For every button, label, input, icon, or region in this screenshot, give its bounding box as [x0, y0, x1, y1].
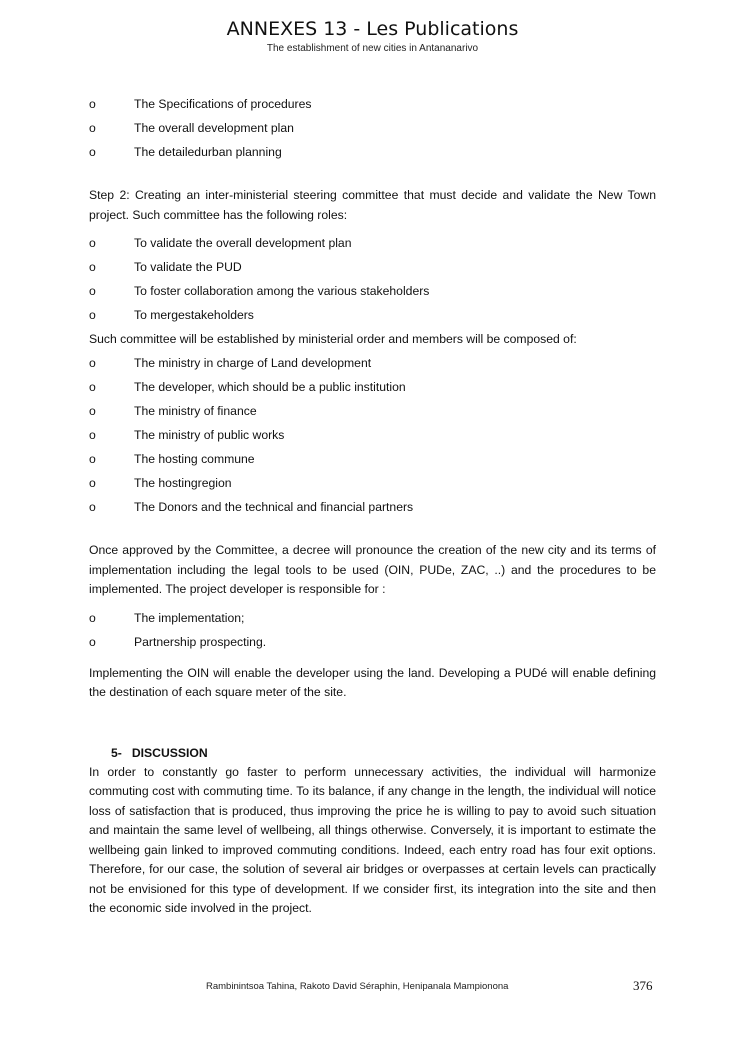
list-item: [89, 351, 656, 375]
list-item: [89, 92, 656, 116]
bullet-marker: o: [89, 404, 96, 418]
document-body: [89, 92, 656, 919]
list-item-text: The Specifications of procedures: [134, 97, 312, 111]
list-item-text: To validate the overall development plan: [134, 236, 352, 250]
members-list: [89, 351, 656, 519]
roles-list: [89, 231, 656, 327]
bullet-marker: o: [89, 476, 96, 490]
page-header-title: ANNEXES 13 - Les Publications: [226, 18, 519, 40]
responsibilities-list: [89, 606, 656, 654]
list-item: [89, 447, 656, 471]
list-item: [89, 255, 656, 279]
approval-paragraph: Once approved by the Committee, a decree will pronounce the creation of the new city and its terms of implementation including the legal tools to be used (OIN, PUDe, ZAC, ..) and the procedures to be implemented. The project developer is responsible for :: [89, 543, 656, 596]
list-item-text: The developer, which should be a public institution: [134, 380, 406, 394]
list-item-text: The implementation;: [134, 610, 245, 625]
list-item-text: The Donors and the technical and financial partners: [134, 500, 414, 514]
bullet-marker: o: [89, 634, 96, 649]
page-number: 376: [633, 978, 653, 993]
bullet-marker: o: [89, 356, 96, 370]
committee-intro: Such committee will be established by ministerial order and members will be composed of:: [89, 332, 577, 346]
list-item: [89, 423, 656, 447]
list-item-text: The detailedurban planning: [134, 145, 282, 159]
list-item-text: To validate the PUD: [134, 260, 242, 274]
bullet-marker: o: [89, 610, 96, 625]
list-item-text: The hosting commune: [134, 452, 255, 466]
list-item: [89, 279, 656, 303]
list-item-text: Partnership prospecting.: [134, 634, 267, 649]
bullet-marker: o: [89, 452, 96, 466]
bullet-marker: o: [89, 121, 96, 135]
list-item-text: The overall development plan: [134, 121, 294, 135]
bullet-marker: o: [89, 97, 96, 111]
list-item: [89, 399, 656, 423]
list-item-text: To foster collaboration among the various stakeholders: [134, 284, 430, 298]
list-item-text: The ministry of finance: [134, 404, 257, 418]
page-header-subtitle: The establishment of new cities in Antananarivo: [266, 43, 479, 54]
bullet-marker: o: [89, 308, 96, 322]
bullet-marker: o: [89, 500, 96, 514]
list-item: [89, 116, 656, 140]
list-item: [89, 140, 656, 164]
list-item: [89, 606, 656, 630]
list-item: [89, 303, 656, 327]
step2-paragraph: Step 2: Creating an inter-ministerial steering committee that must decide and validate the New Town project. Such committee has the following roles:: [89, 188, 656, 222]
section-title: DISCUSSION: [131, 745, 208, 760]
list-item-text: The ministry of public works: [134, 428, 285, 442]
discussion-paragraph: In order to constantly go faster to perform unnecessary activities, the individual will harmonize commuting cost with commuting time. To its balance, if any change in the length, the individual will notice loss of satisfaction that is produced, thus improving the price he is willing to pay to avoid such situation and maintain the same level of wellbeing, all things otherwise. Conversely, it is important to estimate the wellbeing gain linked to improved commuting conditions. Indeed, each entry road has four exit options. Therefore, for our case, the solution of several air bridges or overpasses at certain levels can practically not be envisioned for this type of development. If we consider first, its integration into the site and then the economic side involved in the project.: [89, 764, 656, 915]
list-item: [89, 375, 656, 399]
list-item: [89, 471, 656, 495]
list-item: [89, 231, 656, 255]
bullet-marker: o: [89, 380, 96, 394]
footer-authors: Rambinintsoa Tahina, Rakoto David Séraphin, Henipanala Mampionona: [206, 981, 509, 992]
bullet-marker: o: [89, 428, 96, 442]
list-item-text: The hostingregion: [134, 476, 232, 490]
bullet-marker: o: [89, 284, 96, 298]
list-item-text: To mergestakeholders: [134, 308, 254, 322]
section-number: 5-: [111, 745, 122, 760]
list-item: [89, 630, 656, 654]
oin-paragraph: Implementing the OIN will enable the developer using the land. Developing a PUDé will enable defining the destination of each square meter of the site.: [89, 665, 656, 699]
specification-list: [89, 92, 656, 164]
list-item: [89, 495, 656, 519]
list-item-text: The ministry in charge of Land development: [134, 356, 372, 370]
bullet-marker: o: [89, 260, 96, 274]
section-heading: [89, 743, 656, 763]
bullet-marker: o: [89, 236, 96, 250]
bullet-marker: o: [89, 145, 96, 159]
